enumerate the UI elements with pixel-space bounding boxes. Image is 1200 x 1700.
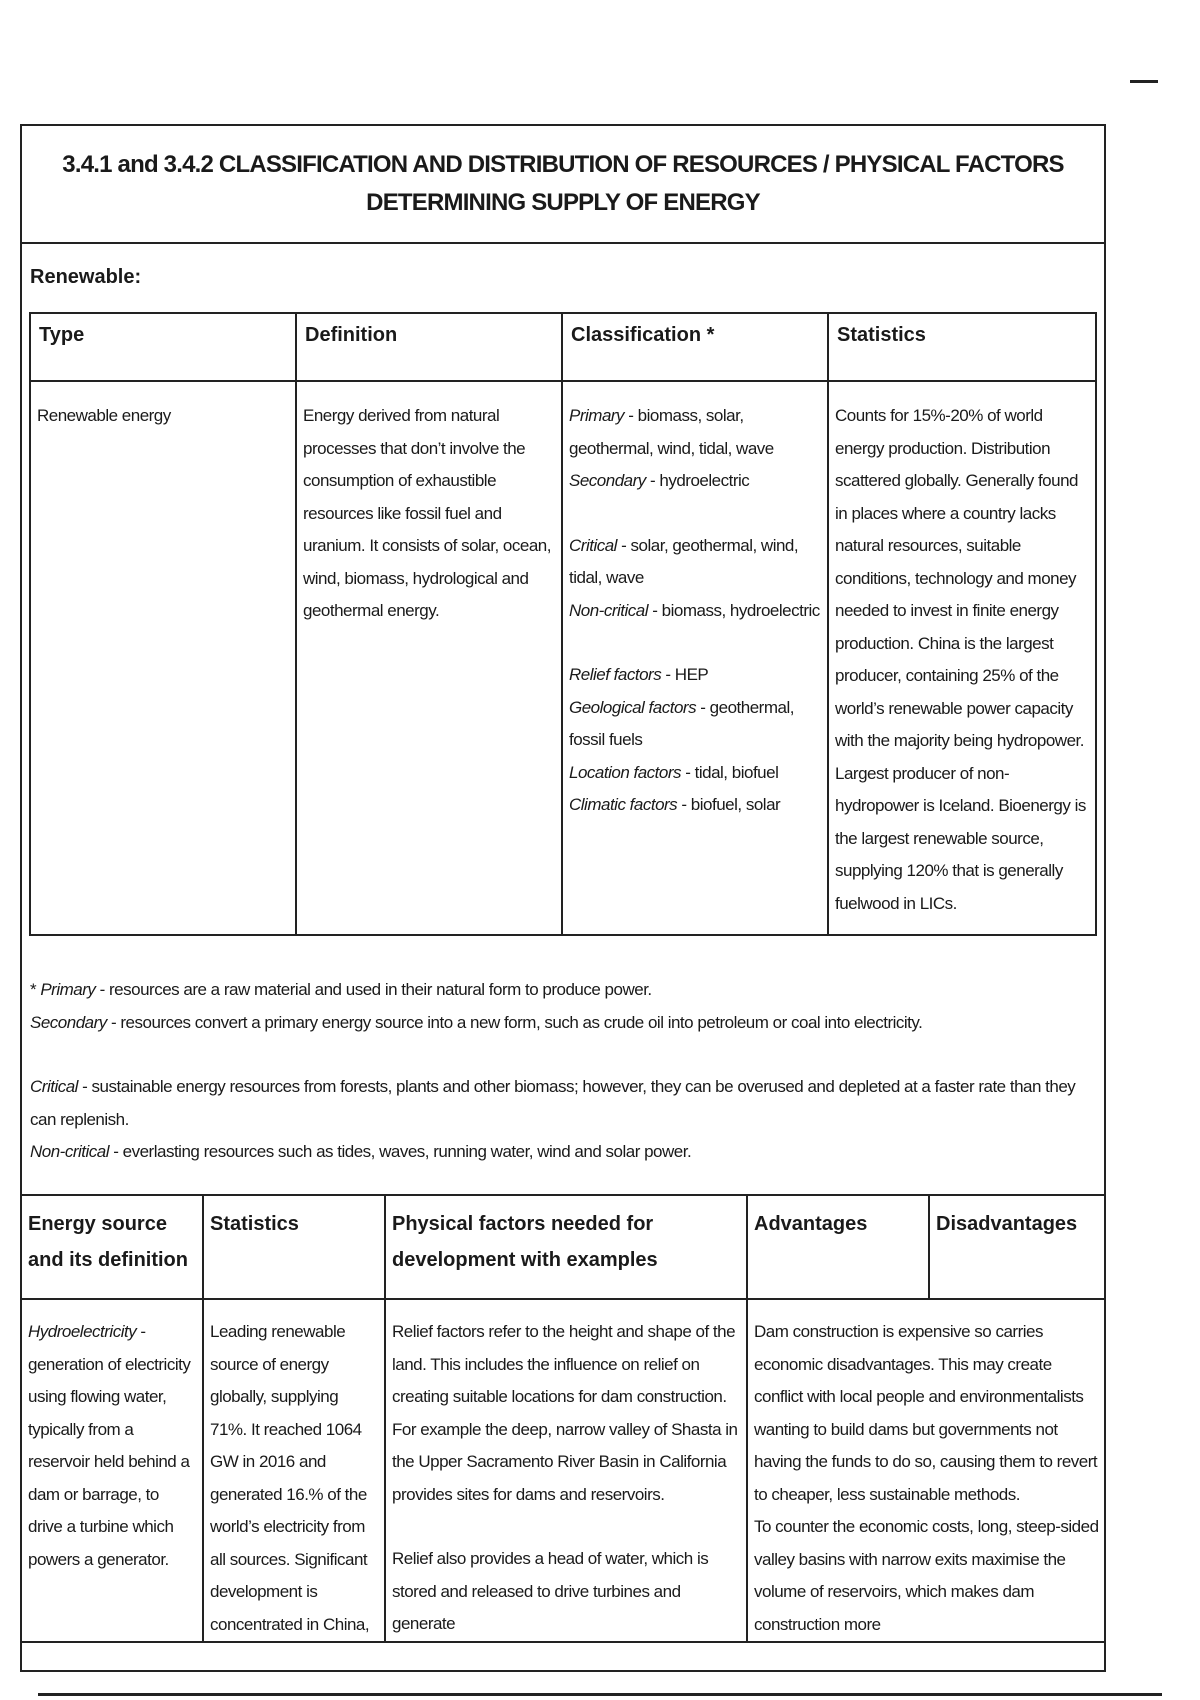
table-row <box>21 1299 1106 1642</box>
classification-primary: Primary - biomass, solar, geothermal, wind, tidal, wave <box>569 406 774 458</box>
note-primary: * Primary - resources are a raw material and used in their natural form to produce power. <box>30 980 652 999</box>
header-advantages: Advantages <box>747 1195 929 1299</box>
classification-notes <box>22 936 1104 1194</box>
note-critical: Critical - sustainable energy resources from forests, plants and other biomass; however, they can be overused and depleted at a faster rate than they can replenish. <box>30 1077 1076 1129</box>
renewable-table <box>29 312 1097 936</box>
classification-geological: Geological factors - geothermal, fossil fuels <box>569 697 794 749</box>
statistics-cell: Counts for 15%-20% of world energy production. Distribution scattered globally. Generally found in places where a country lacks natural resources, suitable conditions, technology and money needed to invest in finite energy production. China is the largest producer, containing 25% of the world’s renewable power capacity with the majority being hydropower. Largest producer of non-hydropower is Iceland. Bioenergy is the largest renewable source, supplying 120% that is generally fuelwood in LICs. <box>828 381 1096 935</box>
classification-noncritical: Non-critical - biomass, hydroelectric <box>569 600 820 620</box>
header-physical-factors: Physical factors needed for development with examples <box>385 1195 747 1299</box>
page-title: 3.4.1 and 3.4.2 CLASSIFICATION AND DISTRIBUTION OF RESOURCES / PHYSICAL FACTORS DETERMINING SUPPLY OF ENERGY <box>22 126 1104 244</box>
classification-cell <box>562 381 828 935</box>
header-type: Type <box>30 313 296 381</box>
header-statistics: Statistics <box>203 1195 385 1299</box>
document-sheet <box>20 124 1106 1672</box>
header-energy-source: Energy source and its definition <box>21 1195 203 1299</box>
classification-secondary: Secondary - hydroelectric <box>569 471 750 490</box>
energy-source-cell: Hydroelectricity - generation of electricity using flowing water, typically from a reservoir held behind a dam or barrage, to drive a turbine which powers a generator. <box>21 1299 203 1642</box>
table-row <box>30 381 1096 935</box>
hydro-statistics-cell: Leading renewable source of energy globally, supplying 71%. It reached 1064 GW in 2016 and generated 16.% of the world’s electricity from all sources. Significant development is concentrated in China, <box>203 1299 385 1642</box>
section-label: Renewable: <box>30 266 142 288</box>
header-disadvantages: Disadvantages <box>929 1195 1106 1299</box>
table-header-row <box>30 313 1096 381</box>
advantages-cell: Dam construction is expensive so carries economic disadvantages. This may create conflict with local people and environmentalists wanting to build dams but governments not having the funds to do so, causing them to revert to cheaper, less sustainable methods. To counter the economic costs, long, steep-sided valley basins with narrow exits maximise the volume of reservoirs, which makes dam construction more <box>747 1299 1106 1642</box>
physical-factors-cell: Relief factors refer to the height and shape of the land. This includes the influence on relief on creating suitable locations for dam construction. For example the deep, narrow valley of Shasta in the Upper Sacramento River Basin in California provides sites for dams and reservoirs. Relief also provides a head of water, which is stored and released to drive turbines and generate <box>385 1299 747 1642</box>
classification-critical: Critical - solar, geothermal, wind, tidal, wave <box>569 535 799 587</box>
definition-cell: Energy derived from natural processes that don’t involve the consumption of exhaustible resources like fossil fuel and uranium. It consists of solar, ocean, wind, biomass, hydrological and geothermal energy. <box>296 381 562 935</box>
header-definition: Definition <box>296 313 562 381</box>
classification-relief: Relief factors - HEP <box>569 665 709 684</box>
table-header-row <box>21 1195 1106 1299</box>
energy-sources-table <box>20 1194 1106 1643</box>
header-statistics: Statistics <box>828 313 1096 381</box>
type-cell: Renewable energy <box>30 381 296 935</box>
classification-climatic: Climatic factors - biofuel, solar <box>569 795 781 814</box>
page-divider <box>38 1693 1162 1696</box>
header-classification: Classification * <box>562 313 828 381</box>
note-noncritical: Non-critical - everlasting resources such as tides, waves, running water, wind and solar power. <box>30 1142 692 1161</box>
note-secondary: Secondary - resources convert a primary energy source into a new form, such as crude oil into petroleum or coal into electricity. <box>30 1012 923 1032</box>
classification-location: Location factors - tidal, biofuel <box>569 762 779 782</box>
corner-dash <box>1130 80 1158 83</box>
